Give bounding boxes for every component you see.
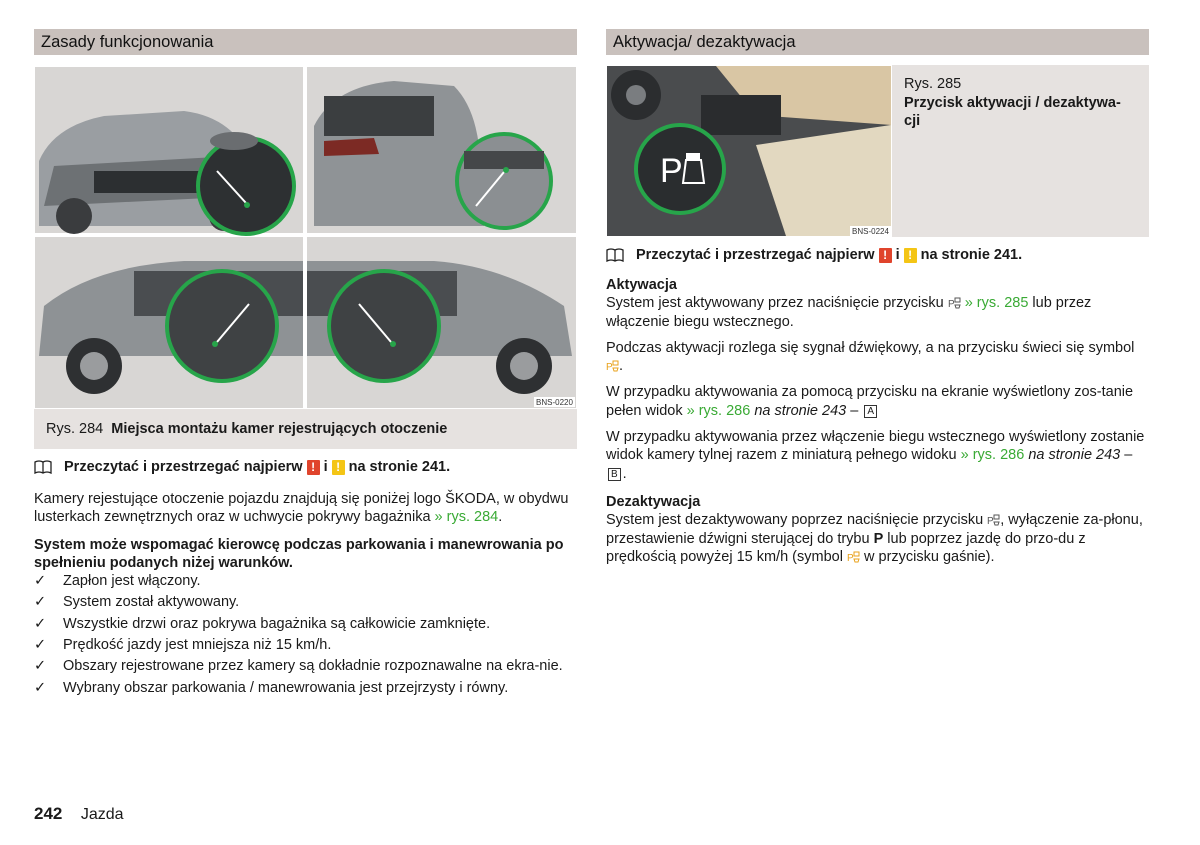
figure-code: BNS-0224: [852, 227, 889, 236]
conditions-heading: System może wspomagać kierowcę podczas parkowania i manewrowania po spełnieniu podanych niżej warunków.: [34, 536, 564, 571]
figure-number: Rys. 284: [46, 421, 104, 437]
figure-caption: [892, 65, 1146, 237]
intro-end: .: [498, 509, 503, 526]
gear-letter: P: [873, 530, 884, 547]
view-label-b: B: [608, 468, 621, 481]
activation-paragraph-2: [606, 339, 1149, 376]
text: W przypadku aktywowania przez włączenie biegu wstecznego wyświetlony zostanie widok kamery tylnej razem z miniaturą pełnego widoku: [606, 429, 1145, 464]
text: w przycisku gaśnie).: [864, 548, 995, 565]
conditions-list: [34, 572, 577, 697]
figure-number: Rys. 285: [904, 76, 962, 92]
page-number: 242: [34, 804, 63, 823]
read-note-conj: i: [895, 247, 900, 263]
svg-text:P: P: [947, 299, 955, 310]
chapter-name: Jazda: [80, 806, 124, 823]
camera-locations-illustration: [34, 66, 577, 409]
check-icon: ✓: [34, 594, 47, 611]
condition-text: Obszary rejestrowane przez kamery są dokładnie rozpoznawalne na ekra-nie.: [63, 658, 563, 675]
warning-yellow-icon: !: [904, 248, 917, 263]
list-item: [34, 615, 577, 633]
text: .: [622, 465, 627, 482]
intro-paragraph: [34, 490, 577, 527]
warning-red-icon: !: [307, 460, 320, 475]
page-ref: na: [1028, 447, 1045, 464]
figure-286-link[interactable]: » rys. 286: [686, 402, 751, 419]
dash: –: [1124, 447, 1133, 464]
activation-paragraph-1: [606, 294, 1149, 331]
read-note-conj: i: [323, 459, 328, 475]
park-assist-icon-lit: [606, 359, 619, 372]
figure-title: Miejsca montażu kamer rejestrujących otoczenie: [111, 421, 448, 437]
condition-text: Zapłon jest włączony.: [63, 573, 201, 590]
intro-text: Kamery rejestujące otoczenie pojazdu znajdują się poniżej logo ŠKODA, w obydwu lusterkach zewnętrznych oraz w uchwycie pokrywy bagażnika: [34, 491, 569, 526]
list-item: [34, 593, 577, 611]
book-icon: [606, 248, 624, 262]
list-item: [34, 679, 577, 697]
section-title: Aktywacja/ dezaktywacja: [606, 29, 1149, 55]
figure-title: Przycisk aktywacji / dezaktywa-cji: [904, 94, 1121, 129]
figure-286-link[interactable]: » rys. 286: [960, 447, 1025, 464]
page-ref: stronie 243: [1048, 447, 1121, 464]
condition-text: System został aktywowany.: [63, 594, 240, 611]
figure-285: [606, 65, 1149, 237]
condition-text: Wybrany obszar parkowania / manewrowania jest przejrzysty i równy.: [63, 679, 509, 696]
read-note-text: Przeczytać i przestrzegać najpierw: [636, 247, 875, 263]
svg-text:P: P: [606, 362, 613, 373]
section-title: Zasady funkcjonowania: [34, 29, 577, 55]
view-label-a: A: [864, 405, 877, 418]
text: .: [619, 358, 624, 375]
check-icon: ✓: [34, 615, 47, 632]
figure-code: BNS-0220: [536, 398, 573, 407]
condition-text: Prędkość jazdy jest mniejsza niż 15 km/h.: [63, 637, 332, 654]
activation-paragraph-4: [606, 428, 1149, 483]
read-first-note: [606, 247, 1149, 263]
park-assist-icon-lit: [847, 550, 860, 563]
check-icon: ✓: [34, 658, 47, 675]
right-column: [606, 29, 1149, 566]
deactivation-heading: Dezaktywacja: [606, 493, 701, 510]
figure-284: [34, 66, 577, 449]
condition-text: Wszystkie drzwi oraz pokrywa bagażnika są całkowicie zamknięte.: [63, 615, 491, 632]
front-camera-panel: [35, 67, 303, 234]
left-mirror-camera-panel: [35, 237, 303, 408]
dash: –: [850, 402, 859, 419]
list-item: [34, 572, 577, 590]
check-icon: ✓: [34, 573, 47, 590]
park-assist-icon: [948, 296, 961, 309]
text: lub poprzez jazdę do przo-du z prędkością powyżej 15 km/h (symbol: [606, 530, 1086, 565]
check-icon: ✓: [34, 679, 47, 696]
text: , wyłączenie za-płonu, przestawienie dźwigni sterującej do trybu: [606, 512, 1143, 547]
deactivation-paragraph: [606, 511, 1149, 566]
rear-camera-panel: [307, 67, 576, 233]
list-item: [34, 636, 577, 654]
button-letter: P: [660, 152, 683, 190]
right-mirror-camera-panel: [307, 237, 576, 408]
read-note-page-link[interactable]: na stronie 241.: [920, 247, 1023, 263]
text: Podczas aktywacji rozlega się sygnał dźwiękowy, a na przycisku świeci się symbol: [606, 339, 1135, 356]
warning-red-icon: !: [879, 248, 892, 263]
left-column: [34, 29, 577, 697]
figure-caption: [34, 409, 577, 449]
book-icon: [34, 460, 52, 474]
page-ref: na stronie 243: [754, 402, 847, 419]
warning-yellow-icon: !: [332, 460, 345, 475]
svg-text:P: P: [846, 552, 854, 563]
read-note-text: Przeczytać i przestrzegać najpierw: [64, 459, 303, 475]
text: lub przez włączenie biegu wstecznego.: [606, 295, 1092, 330]
read-note-page-link[interactable]: na stronie 241.: [348, 459, 451, 475]
page-footer: [34, 804, 124, 824]
activation-paragraph-3: [606, 383, 1149, 420]
read-first-note: [34, 459, 577, 475]
text: System jest aktywowany przez naciśnięcie przycisku: [606, 295, 944, 312]
figure-284-link[interactable]: » rys. 284: [434, 509, 499, 526]
activation-heading: Aktywacja: [606, 277, 677, 293]
svg-text:P: P: [987, 516, 994, 527]
list-item: [34, 657, 577, 675]
text: W przypadku aktywowania za pomocą przycisku na ekranie wyświetlony zos-tanie pełen widok: [606, 384, 1134, 419]
text: System jest dezaktywowany poprzez naciśnięcie przycisku: [606, 512, 984, 529]
activation-button-illustration: [606, 65, 892, 237]
check-icon: ✓: [34, 637, 47, 654]
figure-285-link[interactable]: » rys. 285: [964, 295, 1029, 312]
park-assist-icon: [987, 513, 1000, 526]
